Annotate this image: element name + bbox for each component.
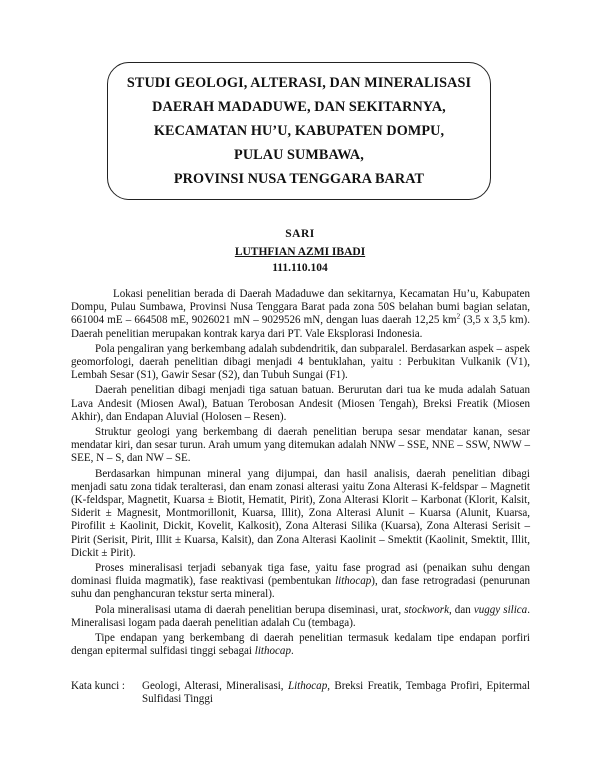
p1-text-b: (3,5 x 3,5 km). Daerah penelitian merupakan kontrak karya dari PT. Vale Eksplorasi Indonesia. — [71, 314, 530, 340]
p7-italic-1: stockwork — [404, 603, 449, 616]
keywords-list — [142, 680, 530, 706]
keywords — [71, 680, 530, 706]
title-line-5: PROVINSI NUSA TENGGARA BARAT — [173, 171, 425, 187]
title-line-4: PULAU SUMBAWA, — [234, 147, 364, 163]
abstract-paragraph-3: Daerah penelitian dibagi menjadi tiga satuan batuan. Berurutan dari tua ke muda adalah Satuan Lava Andesit (Miosen Awal), Batuan Terobosan Andesit (Miosen Tengah), Breksi Freatik (Miosen Akhir), dan Endapan Aluvial (Holosen – Resen). — [71, 384, 530, 423]
p6-text-b: ), dan fase retrogradasi (penurunan suhu dan penghancuran tekstur serta mineral). — [71, 575, 531, 601]
author-name — [0, 246, 600, 258]
abstract-paragraph-8 — [71, 632, 530, 658]
p8-text-b: . — [290, 645, 294, 658]
p7-text-a: Pola mineralisasi utama di daerah penelitian berupa diseminasi, urat, — [95, 603, 405, 616]
keywords-italic: Lithocap — [287, 680, 328, 692]
abstract-heading: SARI — [285, 228, 315, 240]
p8-text-a: Tipe endapan yang berkembang di daerah penelitian termasuk kedalam tipe endapan porfiri dengan epitermal sulfidasi tinggi sebagai — [71, 632, 530, 658]
abstract-paragraph-5: Berdasarkan himpunan mineral yang dijumpai, dan hasil analisis, daerah penelitian dibagi menjadi satu zona tidak teralterasi, dan enam zonasi alterasi yaitu Zona Alterasi K-feldspar – Magnetit (K-feldspar, Magnetit, Kuarsa ± Biotit, Hematit, Pirit), Zona Alterasi Klorit – Karbonat (Klorit, Kalsit, Siderit ± Magnesit, Montmorillonit, Kuarsa, Illit), Zona Alterasi Alunit – Kuarsa (Alunit, Kuarsa, Pirofilit ± Kaolinit, Dickit, Kovelit, Kalkosit), Zona Alterasi Silika (Kuarsa), Zona Alterasi Serisit – Pirit (Serisit, Pirit, Illit ± Kuarsa, Kalsit), dan Zona Alterasi Kaolinit – Smektit (Kaolinit, Smektit, Illit, Dickit ± Pirit). — [71, 467, 530, 559]
p1-text-a: Lokasi penelitian berada di Daerah Madaduwe dan sekitarnya, Kecamatan Hu’u, Kabupaten Dompu, Pulau Sumbawa, Provinsi Nusa Tenggara Barat pada zona 50S belahan bumi bagian selatan, 661004 mE – 664508 mE, 9026021 mN – 9029526 mN, dengan luas daerah 12,25 km — [71, 288, 530, 327]
p8-italic: lithocap — [254, 645, 291, 658]
title-line-1: STUDI GEOLOGI, ALTERASI, DAN MINERALISASI — [126, 75, 472, 91]
abstract-paragraph-2: Pola pengaliran yang berkembang adalah subdendritik, dan subparalel. Berdasarkan aspek – aspek geomorfologi, daerah penelitian dibagi menjadi 4 bentuklahan, yaitu : Perbukitan Vulkanik (V1), Lembah Sesar (S1), Gawir Sesar (S2), dan Tubuh Sungai (F1). — [71, 342, 530, 382]
abstract-body — [71, 288, 530, 660]
abstract-paragraph-6 — [71, 562, 530, 602]
p7-text-c: . Mineralisasi logam pada daerah penelitian adalah Cu (tembaga). — [71, 603, 530, 629]
keywords-text-b: , Breksi Freatik, Tembaga Profiri, Epitermal Sulfidasi Tinggi — [142, 680, 531, 706]
title-line-2: DAERAH MADADUWE, DAN SEKITARNYA, — [152, 99, 446, 115]
abstract-paragraph-4: Struktur geologi yang berkembang di daerah penelitian berupa sesar mendatar kanan, sesar mendatar kiri, dan sesar turun. Arah umum yang ditemukan adalah NNW – SSE, NNE – SSW, NWW – SEE, N – S, dan NW – SE. — [71, 426, 530, 465]
abstract-paragraph-1 — [71, 288, 530, 341]
author-name-text: LUTHFIAN AZMI IBADI — [234, 246, 366, 258]
abstract-paragraph-7 — [71, 604, 530, 630]
student-id: 111.110.104 — [272, 262, 328, 274]
title-line-3: KECAMATAN HU’U, KABUPATEN DOMPU, — [153, 123, 445, 139]
title-box — [107, 62, 491, 200]
keywords-label: Kata kunci : — [71, 680, 125, 692]
p1-superscript: 2 — [456, 312, 461, 321]
p6-text-a: Proses mineralisasi terjadi sebanyak tiga fase, yaitu fase prograd asi (penaikan suhu dengan dominasi fluida magmatik), fase reaktivasi (pembentukan — [71, 562, 530, 588]
p7-italic-2: vuggy silica — [473, 603, 528, 616]
p6-italic: lithocap — [335, 575, 372, 588]
p7-text-b: , dan — [448, 603, 474, 616]
keywords-text-a: Geologi, Alterasi, Mineralisasi, — [142, 680, 288, 692]
